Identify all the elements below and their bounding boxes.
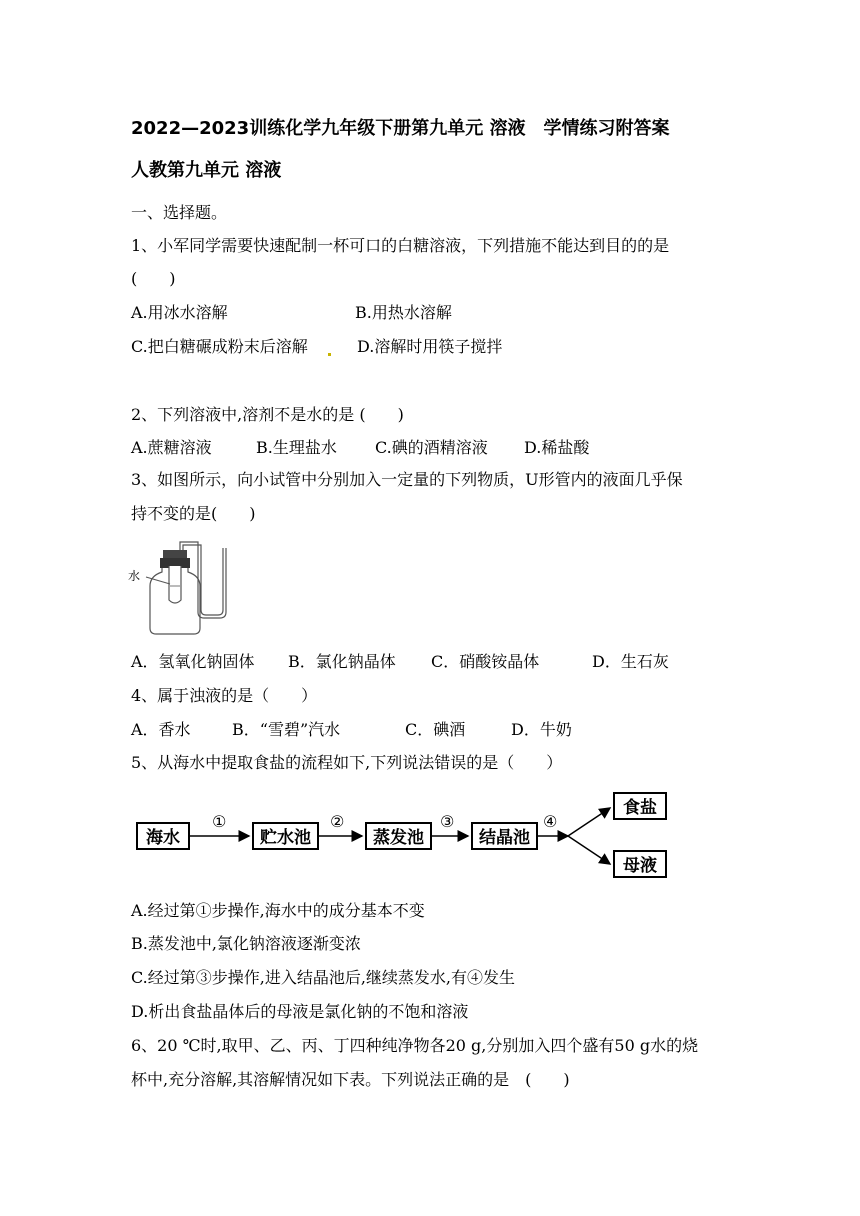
flow-step-2: ② [330, 812, 345, 831]
flow-box-seawater: 海水 [136, 822, 190, 850]
question-1-option-d[interactable]: D.溶解时用筷子搅拌 [357, 337, 503, 356]
question-6-stem-line-2: 杯中,充分溶解,其溶解情况如下表。下列说法正确的是 ( ) [131, 1070, 570, 1089]
question-5-option-a[interactable]: A.经过第①步操作,海水中的成分基本不变 [131, 901, 425, 920]
flow-box-crystallization-pool: 结晶池 [471, 822, 538, 850]
figure-label-water: 水 [128, 569, 141, 583]
question-3-option-b[interactable]: B．氯化钠晶体 [288, 652, 396, 671]
question-2-option-b[interactable]: B.生理盐水 [256, 438, 337, 457]
question-2-option-a[interactable]: A.蔗糖溶液 [131, 438, 212, 457]
question-5-option-d[interactable]: D.析出食盐晶体后的母液是氯化钠的不饱和溶液 [131, 1002, 469, 1021]
question-5-option-b[interactable]: B.蒸发池中,氯化钠溶液逐渐变浓 [131, 934, 361, 953]
question-3-option-d[interactable]: D．生石灰 [592, 652, 669, 671]
question-1-stem-line-2: ( ) [131, 269, 176, 288]
question-1-option-b[interactable]: B.用热水溶解 [355, 303, 452, 322]
flow-step-4: ④ [543, 812, 558, 831]
document-subtitle: 人教第九单元 溶液 [131, 160, 282, 181]
question-1-option-c[interactable]: C.把白糖碾成粉末后溶解 [131, 337, 308, 356]
flow-box-mother-liquor: 母液 [613, 850, 667, 878]
flow-diagram [136, 786, 702, 886]
question-3-option-a[interactable]: A．氢氧化钠固体 [131, 652, 255, 671]
flow-box-storage-pool: 贮水池 [252, 822, 319, 850]
flow-box-salt: 食盐 [613, 792, 667, 820]
question-5-stem: 5、从海水中提取食盐的流程如下,下列说法错误的是（ ） [131, 753, 563, 772]
question-6-stem-line-1: 6、20 ℃时,取甲、乙、丙、丁四种纯净物各20 g,分别加入四个盛有50 g水的烧 [131, 1036, 699, 1055]
question-2-stem: 2、下列溶液中,溶剂不是水的是 ( ) [131, 405, 404, 424]
flow-step-3: ③ [440, 812, 455, 831]
question-3-option-c[interactable]: C．硝酸铵晶体 [431, 652, 540, 671]
question-1-option-a[interactable]: A.用冰水溶解 [131, 303, 228, 322]
question-3-stem-line-2: 持不变的是( ) [131, 504, 256, 523]
question-2-option-c[interactable]: C.碘的酒精溶液 [375, 438, 488, 457]
document-title: 2022—2023训练化学九年级下册第九单元 溶液 学情练习附答案 [131, 118, 670, 139]
question-4-option-a[interactable]: A．香水 [131, 720, 191, 739]
question-1-stem-line-1: 1、小军同学需要快速配制一杯可口的白糖溶液，下列措施不能达到目的的是 [131, 236, 670, 255]
question-5-option-c[interactable]: C.经过第③步操作,进入结晶池后,继续蒸发水,有④发生 [131, 968, 516, 987]
flow-box-evaporation-pool: 蒸发池 [365, 822, 432, 850]
question-4-option-d[interactable]: D．牛奶 [511, 720, 572, 739]
question-4-option-b[interactable]: B．“雪碧”汽水 [232, 720, 341, 739]
question-4-stem: 4、属于浊液的是（ ） [131, 686, 318, 705]
apparatus-figure [128, 536, 238, 638]
question-4-option-c[interactable]: C．碘酒 [405, 720, 466, 739]
question-2-option-d[interactable]: D.稀盐酸 [524, 438, 590, 457]
question-3-stem-line-1: 3、如图所示，向小试管中分别加入一定量的下列物质，U形管内的液面几乎保 [131, 470, 683, 489]
flow-step-1: ① [212, 812, 227, 831]
section-heading: 一、选择题。 [131, 203, 228, 222]
apparatus-drawing [128, 536, 238, 638]
stray-dot-mark [328, 353, 331, 356]
